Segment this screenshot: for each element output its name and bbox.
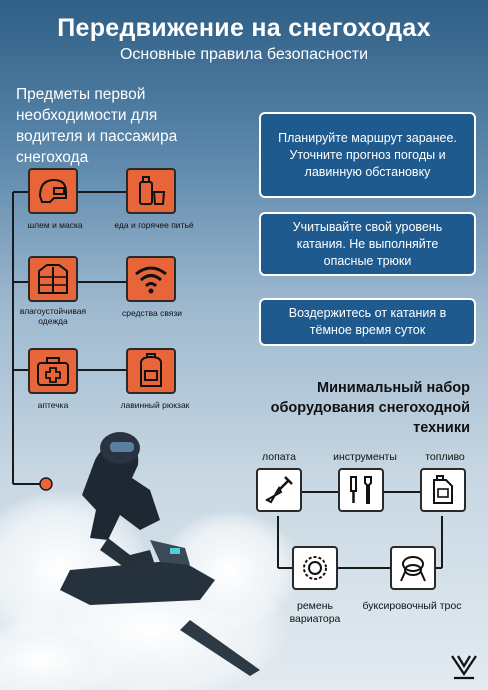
essentials-item-firstaid bbox=[28, 348, 78, 394]
equipment-item-fuel bbox=[420, 468, 466, 512]
food-drink-icon bbox=[134, 174, 168, 208]
rule-text-dark: Воздержитесь от катания в тёмное время суток bbox=[288, 306, 447, 337]
first-aid-kit-icon bbox=[35, 355, 71, 387]
page-subtitle: Основные правила безопасности bbox=[119, 46, 369, 63]
backpack-icon bbox=[135, 353, 167, 389]
equipment-item-rope bbox=[390, 546, 436, 590]
essentials-label-food: еда и горячее питьё bbox=[114, 220, 194, 230]
equipment-label-tools: инструменты bbox=[333, 451, 397, 463]
tools-icon bbox=[345, 474, 377, 506]
wifi-signal-icon bbox=[133, 264, 169, 294]
equipment-label-belt: ремень вариатора bbox=[289, 600, 341, 625]
equipment-item-tools bbox=[338, 468, 384, 512]
equipment-connector-lines bbox=[240, 440, 488, 600]
essentials-heading: Предметы первой необходимости для водителя и пассажира снегохода bbox=[16, 86, 178, 166]
essentials-connector-lines bbox=[0, 0, 260, 500]
essentials-label-comms: средства связи bbox=[121, 308, 183, 318]
tow-rope-icon bbox=[397, 552, 429, 584]
equipment-label-rope: буксировочный трос bbox=[362, 600, 462, 612]
essentials-label-helmet: шлем и маска bbox=[27, 220, 83, 230]
rule-card-route bbox=[259, 112, 476, 198]
equipment-item-belt bbox=[292, 546, 338, 590]
belt-gear-icon bbox=[299, 552, 331, 584]
fuel-canister-icon bbox=[428, 474, 458, 506]
essentials-item-food bbox=[126, 168, 176, 214]
equipment-label-fuel: топливо bbox=[425, 451, 465, 463]
essentials-item-jacket bbox=[28, 256, 78, 302]
page-title: Передвижение на снегоходах bbox=[57, 14, 431, 42]
shovel-icon bbox=[263, 474, 295, 506]
equipment-item-shovel bbox=[256, 468, 302, 512]
rule-card-dark bbox=[259, 298, 476, 346]
essentials-item-helmet bbox=[28, 168, 78, 214]
equipment-heading: Минимальный набор оборудования снегоходной техники bbox=[270, 380, 470, 436]
essentials-label-firstaid: аптечка bbox=[37, 400, 69, 410]
essentials-item-backpack bbox=[126, 348, 176, 394]
brand-logo-icon bbox=[450, 652, 478, 680]
helmet-icon bbox=[36, 176, 70, 206]
rule-card-skill bbox=[259, 212, 476, 276]
jacket-icon bbox=[35, 261, 71, 297]
rule-text-route: Планируйте маршрут заранее. Уточните прогноз погоды и лавинную обстановку bbox=[278, 130, 457, 179]
equipment-label-shovel: лопата bbox=[262, 451, 296, 463]
essentials-item-comms bbox=[126, 256, 176, 302]
essentials-label-jacket: влагоустойчивая одежда bbox=[19, 306, 87, 326]
rule-text-skill: Учитывайте свой уровень катания. Не выполняйте опасные трюки bbox=[292, 219, 443, 268]
essentials-label-backpack: лавинный рюкзак bbox=[120, 400, 190, 410]
